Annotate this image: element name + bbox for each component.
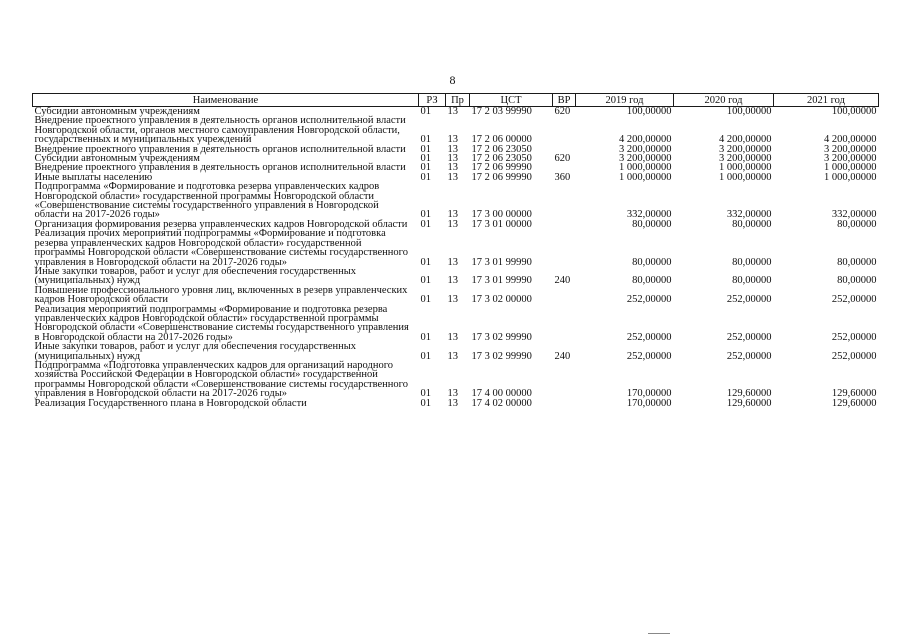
cell-y2021: 252,00000 [831,331,877,343]
page-number: 8 [449,73,456,87]
cell-cst: 17 2 06 99990 [471,171,532,183]
header-rz: РЗ [419,94,446,107]
cell-y2020: 252,00000 [726,294,772,306]
cell-y2020: 100,00000 [726,106,772,117]
cell-vr: 360 [554,171,571,183]
cell-y2020: 1 000,00000 [719,162,772,174]
cell-cst: 17 3 01 00000 [471,218,532,230]
cell-name: Иные закупки товаров, работ и услуг для обеспечения государственных (муниципальных) нужд [34,341,357,362]
cell-y2020: 332,00000 [726,209,772,221]
table-row [33,286,879,305]
cell-cst: 17 3 02 99990 [471,350,532,362]
cell-y2020: 3 200,00000 [719,153,772,165]
cell-name: Реализация Государственного плана в Новгородской области [34,397,307,409]
cell-y2020: 252,00000 [726,331,772,343]
header-2019: 2019 год [576,94,674,107]
cell-y2021: 100,00000 [831,106,877,117]
cell-cst: 17 3 00 00000 [471,209,532,221]
cell-vr: 240 [554,275,571,287]
cell-y2021: 4 200,00000 [824,134,877,146]
cell-y2021: 129,60000 [831,388,877,400]
cell-y2019: 170,00000 [626,397,672,409]
cell-cst: 17 3 01 99990 [471,275,532,287]
cell-rz: 01 [420,218,431,230]
cell-pr: 13 [447,209,458,221]
table-body [33,107,879,409]
cell-pr: 13 [447,134,458,146]
cell-cst: 17 2 03 99990 [471,106,532,117]
cell-pr: 13 [447,153,458,165]
cell-pr: 13 [447,143,458,155]
cell-rz: 01 [420,397,431,409]
cell-y2021: 1 000,00000 [824,162,877,174]
cell-cst: 17 3 02 99990 [471,331,532,343]
cell-y2021: 332,00000 [831,209,877,221]
cell-rz: 01 [420,209,431,221]
cell-rz: 01 [420,143,431,155]
cell-y2019: 100,00000 [626,106,672,117]
cell-y2019: 4 200,00000 [619,134,672,146]
cell-y2019: 80,00000 [632,275,672,287]
cell-cst: 17 3 01 99990 [471,256,532,268]
cell-name: Внедрение проектного управления в деятельность органов исполнительной власти [34,162,406,174]
cell-pr: 13 [447,275,458,287]
cell-rz: 01 [420,153,431,165]
cell-vr: 620 [554,106,571,117]
cell-name: Подпрограмма «Подготовка управленческих кадров для организаций народного хозяйства Российской Федерации в Новгородской области» государственной программы Новгородской области «Совершенствование системы государственного управления в Новгородской области на 2017-2026 годы» [34,359,408,400]
cell-y2020: 129,60000 [726,397,772,409]
cell-cst: 17 2 06 99990 [471,162,532,174]
cell-name: Подпрограмма «Формирование и подготовка резерва управленческих кадров Новгородской области» государственной программы Новгородской области «Совершенствование системы государственного управления в Новгородской области на 2017-2026 годы» [34,181,380,221]
cell-vr [553,305,576,343]
cell-vr [553,229,576,267]
cell-name: Субсидии автономным учреждениям [34,153,200,165]
cell-y2019: 252,00000 [626,350,672,362]
cell-y2021: 252,00000 [831,294,877,306]
cell-name: Иные закупки товаров, работ и услуг для обеспечения государственных (муниципальных) нужд [34,265,357,287]
cell-y2019: 80,00000 [632,218,672,230]
cell-y2021: 3 200,00000 [824,153,877,165]
cell-name: Организация формирования резерва управленческих кадров Новгородской области [34,218,408,230]
cell-name: Реализация прочих мероприятий подпрограммы «Формирование и подготовка резерва управленческих кадров Новгородской области» государственной программы Новгородской области «Совершенствование системы государственного управления в Новгородской области на 2017-2026 годы» [34,228,408,268]
cell-y2021: 80,00000 [837,275,877,287]
cell-rz: 01 [420,134,431,146]
header-2020: 2020 год [674,94,774,107]
cell-cst: 17 2 06 00000 [471,134,532,146]
cell-pr: 13 [447,388,458,400]
cell-y2021: 129,60000 [831,397,877,409]
table-row [33,116,879,144]
cell-y2019: 332,00000 [626,209,672,221]
cell-vr [553,286,576,305]
cell-rz: 01 [420,171,431,183]
cell-y2019: 252,00000 [626,294,672,306]
cell-pr: 13 [447,218,458,230]
footer-mark [648,633,670,634]
cell-y2019: 252,00000 [626,331,672,343]
cell-y2020: 80,00000 [732,256,772,268]
table-row [33,399,879,408]
cell-y2021: 252,00000 [831,350,877,362]
cell-cst: 17 2 06 23050 [471,153,532,165]
cell-rz: 01 [420,294,431,306]
cell-y2020: 3 200,00000 [719,143,772,155]
table-row [33,361,879,399]
cell-pr: 13 [447,294,458,306]
cell-name: Внедрение проектного управления в деятельность органов исполнительной власти [34,143,406,155]
cell-pr: 13 [447,106,458,117]
cell-rz: 01 [420,350,431,362]
cell-y2019: 170,00000 [626,388,672,400]
cell-vr [553,116,576,144]
cell-name: Внедрение проектного управления в деятельность органов исполнительной власти Новгородской области, органов местного самоуправления Новгородской области, государственных и муниципальных учреждений [34,115,406,146]
cell-name: Реализация мероприятий подпрограммы «Формирование и подготовка резерва управленческих кадров Новгородской области» государственной программы Новгородской области «Совершенствование системы государственного управления в Новгородской области на 2017-2026 годы» [34,303,409,343]
cell-y2021: 80,00000 [837,256,877,268]
cell-y2019: 80,00000 [632,256,672,268]
table-header [33,94,879,107]
cell-cst: 17 3 02 00000 [471,294,532,306]
cell-y2021: 3 200,00000 [824,143,877,155]
cell-y2019: 3 200,00000 [619,143,672,155]
cell-vr [553,182,576,220]
header-name: Наименование [33,94,419,107]
cell-y2021: 80,00000 [837,218,877,230]
cell-cst: 17 2 06 23050 [471,143,532,155]
cell-vr [553,361,576,399]
header-pr: Пр [446,94,470,107]
cell-name: Иные выплаты населению [34,171,153,183]
cell-name: Повышение профессионального уровня лиц, включенных в резерв управленческих кадров Новгородской области [34,284,408,306]
table-row [33,267,879,286]
cell-y2021: 1 000,00000 [824,171,877,183]
cell-pr: 13 [447,256,458,268]
cell-rz: 01 [420,275,431,287]
cell-vr [553,220,576,229]
budget-table [32,93,879,408]
table-row [33,305,879,343]
cell-y2020: 252,00000 [726,350,772,362]
cell-pr: 13 [447,331,458,343]
table-row [33,229,879,267]
cell-pr: 13 [447,171,458,183]
cell-rz: 01 [420,256,431,268]
cell-pr: 13 [447,397,458,409]
cell-vr: 620 [554,153,571,165]
cell-rz: 01 [420,331,431,343]
cell-rz: 01 [420,388,431,400]
cell-rz: 01 [420,162,431,174]
cell-pr: 13 [447,162,458,174]
cell-name: Субсидии автономным учреждениям [34,106,200,117]
header-cst: ЦСТ [470,94,553,107]
cell-y2020: 80,00000 [732,275,772,287]
cell-pr: 13 [447,350,458,362]
cell-vr [553,399,576,408]
cell-vr: 240 [554,350,571,362]
table-row [33,342,879,361]
cell-y2020: 129,60000 [726,388,772,400]
cell-rz: 01 [420,106,431,117]
table-row [33,182,879,220]
cell-y2020: 1 000,00000 [719,171,772,183]
cell-y2020: 4 200,00000 [719,134,772,146]
cell-cst: 17 4 02 00000 [471,397,532,409]
cell-y2019: 1 000,00000 [619,171,672,183]
cell-y2019: 3 200,00000 [619,153,672,165]
header-2021: 2021 год [774,94,879,107]
header-vr: ВР [553,94,576,107]
cell-y2020: 80,00000 [732,218,772,230]
cell-y2019: 1 000,00000 [619,162,672,174]
cell-cst: 17 4 00 00000 [471,388,532,400]
